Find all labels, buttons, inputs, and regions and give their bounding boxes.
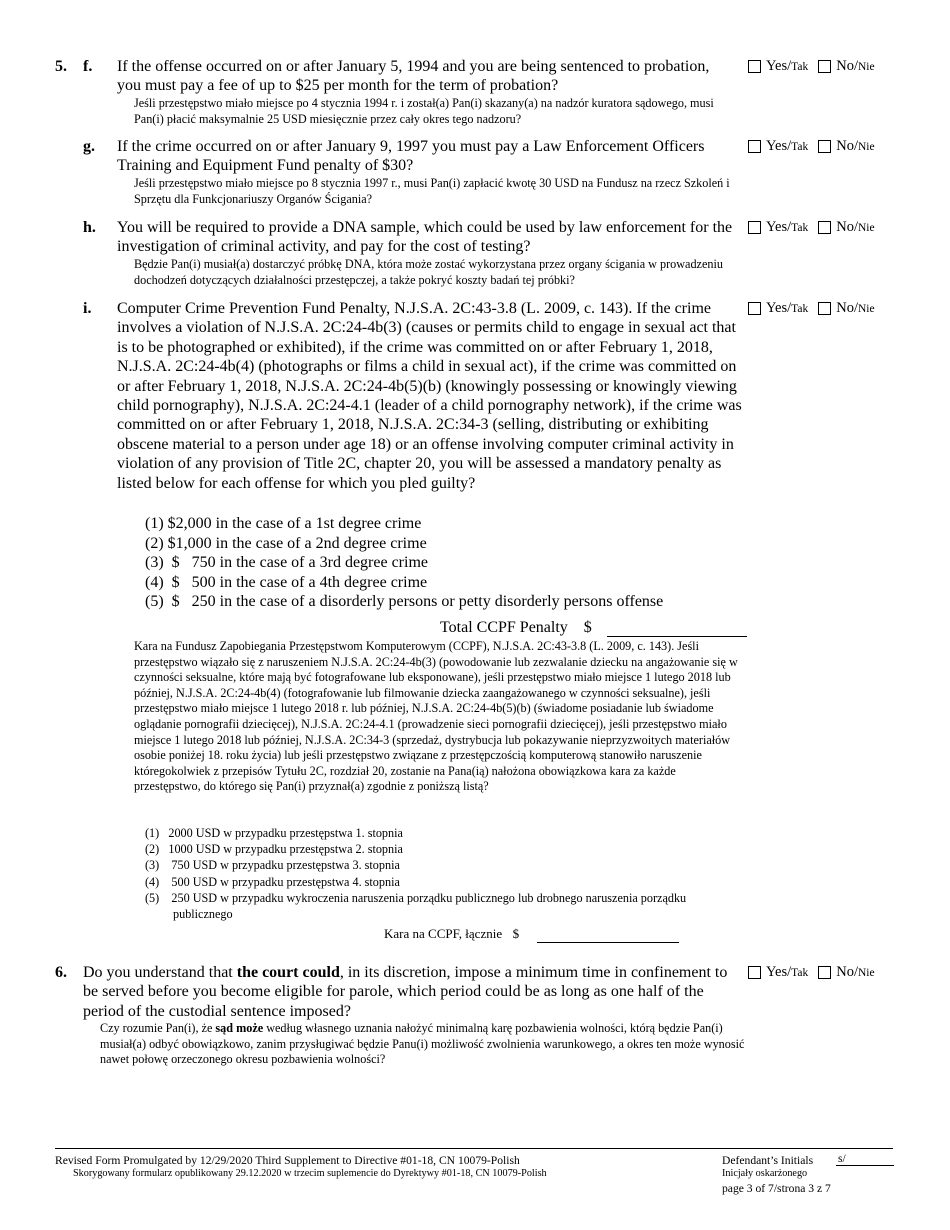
no-checkbox[interactable] [818,60,831,73]
list-item: (1) $2,000 in the case of a 1st degree crime [145,515,422,532]
footer-rule [55,1148,893,1149]
total-ccpf-row-polish [384,926,519,942]
list-item: (2) 1000 USD w przypadku przestępstwa 2. stopnia [145,842,403,857]
item-letter-h: h. [83,219,96,236]
currency-symbol: $ [512,926,520,941]
initials-field[interactable] [836,1151,894,1166]
yes-no-group-g [748,137,875,156]
yes-no-group-f [748,57,875,76]
list-item: (5) $ 250 in the case of a disorderly persons or petty disorderly persons offense [145,593,664,611]
list-item: (1) 2000 USD w przypadku przestępstwa 1. stopnia [145,826,403,840]
item-f-english: If the offense occurred on or after January 5, 1994 and you are being sentenced to probation, you must pay a fee of up to $25 per month for the term of probation? [117,58,710,95]
list-item: (5) 250 USD w przypadku wykroczenia naruszenia porządku publicznego lub drobnego naruszenia porządku publicznego [145,890,690,922]
no-label: No/Nie [836,138,875,154]
item-letter-i: i. [83,300,92,317]
item-g-polish: Jeśli przestępstwo miało miejsce po 8 stycznia 1997 r., musi Pan(i) zapłacić kwotę 30 USD na Fundusz na rzecz Szkoleń i Sprzętu dla Funkcjonariuszy Organów Ścigania? [134,176,730,206]
total-ccpf-label-polish: Kara na CCPF, łącznie [384,926,503,941]
question-6-english: Do you understand that the court could, in its discretion, impose a minimum time in confinement to be served before you become eligible for parole, which period could be as long as one half of the period of the custodial sentence imposed? [83,964,728,1020]
yes-no-group-h [748,218,875,237]
yes-no-group-i [748,299,875,318]
yes-label: Yes/Tak [766,58,809,74]
yes-label: Yes/Tak [766,219,809,235]
list-item: (3) $ 750 in the case of a 3rd degree crime [145,554,428,572]
initials-label: Defendant’s Initials [722,1154,814,1167]
no-label: No/Nie [836,58,875,74]
penalty-list-polish [145,825,725,922]
yes-label: Yes/Tak [766,300,809,316]
yes-checkbox[interactable] [748,966,761,979]
yes-no-group-6 [748,963,875,982]
list-item: (4) $ 500 in the case of a 4th degree crime [145,573,428,591]
question-number-6: 6. [55,964,67,981]
footer-form-revision: Revised Form Promulgated by 12/29/2020 Third Supplement to Directive #01-18, CN 10079-Polish [55,1154,520,1167]
page-number: page 3 of 7/strona 3 z 7 [722,1182,831,1195]
question-number-5: 5. [55,58,67,75]
initials-label-polish: Inicjały oskarżonego [722,1168,808,1179]
yes-checkbox[interactable] [748,221,761,234]
no-label: No/Nie [836,219,875,235]
item-f-polish: Jeśli przestępstwo miało miejsce po 4 stycznia 1994 r. i został(a) Pan(i) skazany(a) na nadzór kuratora sądowego, musi Pan(i) płacić maksymalnie 25 USD miesięcznie przez cały okres tego nadzoru? [134,96,714,126]
item-i-english: Computer Crime Prevention Fund Penalty, N.J.S.A. 2C:43-3.8 (L. 2009, c. 143). If the crime involves a violation of N.J.S.A. 2C:24-4b(3) (causes or permits child to engage in sexual act that is to be photographed or exhibited), if the crime was committed on or after February 1, 2018, N.J.S.A. 2C:24-4b(4) (photographs or films a child in sexual act), if the crime was committed on or after February 1, 2018, N.J.S.A. 2C:24-4b(5)(b) (knowingly possessing or knowingly viewing child pornography), N.J.S.A. 2C:24-4.1 (leader of a child pornography network), if the crime was committed on or after February 1, 2018, N.J.S.A. 2C:34-3 (selling, distributing or exhibiting obscene material to a person under age 18) or an offense involving computer criminal activity in violation of any provision of Title 2C, chapter 20, you will be assessed a mandatory penalty as listed below for each offense for which you pled guilty? [117,300,742,492]
list-item: (2) $1,000 in the case of a 2nd degree crime [145,534,427,552]
no-label: No/Nie [836,300,875,316]
item-g-english: If the crime occurred on or after January 9, 1997 you must pay a Law Enforcement Officers Training and Equipment Fund penalty of $30? [117,138,705,175]
list-item: (3) 750 USD w przypadku przestępstwa 3. stopnia [145,858,400,873]
initials-value: s/ [838,1153,846,1165]
list-item: (4) 500 USD w przypadku przestępstwa 4. stopnia [145,874,400,889]
item-i-polish: Kara na Fundusz Zapobiegania Przestępstwom Komputerowym (CCPF), N.J.S.A. 2C:43-3.8 (L. 2009, c. 143). Jeśli przestępstwo wiązało się z naruszeniem N.J.S.A. 2C:24-4b(3) (powodowanie lub zezwalanie dziecku na angażowanie się w czynności seksualne, które mają być fotografowane lub eksponowane), jeśli przestępstwo miało miejsce 1 lutego 2018 lub później, N.J.S.A. 2C:24-4b(4) (fotografowanie lub filmowanie dziecka zaangażowanego w czynności seksualne), jeśli przestępstwo miało miejsce 1 lutego 2018 r. lub później, N.J.S.A. 2C:24-4b(5)(b) (świadome posiadanie lub świadome oglądanie pornografii dziecięcej), N.J.S.A. 2C:24-4.1 (prowadzenie sieci pornografii dziecięcej), jeśli przestępstwo miało miejsce 1 lutego 2018 lub później, N.J.S.A. 2C:34-3 (sprzedaż, dystrybucja lub pokazywanie nieprzyzwoitych materiałów osobie poniżej 18. roku życia) lub jeśli przestępstwo związane z przestępczością komputerową stanowiło naruszenie któregokolwiek z przepisów Tytułu 2C, rozdział 20, zostanie na Pana(ią) nałożona obowiązkowa kara za każde przestępstwo, do którego się Pan(i) przyznał(a) zgodnie z poniższą listą? [134,639,738,794]
footer-form-revision-polish: Skorygowany formularz opublikowany 29.12.2020 w trzecim suplemencie do Dyrektywy #01-18, CN 10079-Polish [73,1168,547,1179]
no-checkbox[interactable] [818,221,831,234]
total-ccpf-row [440,618,592,637]
no-label: No/Nie [836,964,875,980]
item-letter-f: f. [83,58,93,75]
no-checkbox[interactable] [818,966,831,979]
no-checkbox[interactable] [818,140,831,153]
yes-label: Yes/Tak [766,964,809,980]
penalty-list-english [145,514,663,612]
item-h-english: You will be required to provide a DNA sample, which could be used by law enforcement for the investigation of criminal activity, and pay for the cost of testing? [117,219,733,256]
item-h-polish: Będzie Pan(i) musiał(a) dostarczyć próbkę DNA, która może zostać wykorzystana przez organy ścigania w prowadzeniu dochodzeń dotyczących działalności przestępczej, a także pokryć koszty badań tej próbki? [134,257,723,287]
total-ccpf-input[interactable] [607,620,747,637]
yes-checkbox[interactable] [748,140,761,153]
total-ccpf-input-polish[interactable] [537,928,679,943]
item-letter-g: g. [83,138,95,155]
yes-checkbox[interactable] [748,302,761,315]
currency-symbol: $ [583,619,592,636]
question-6-polish: Czy rozumie Pan(i), że sąd może według własnego uznania nałożyć minimalną karę pozbawienia wolności, którą będzie Pan(i) musiał(a) odbyć obowiązkowo, zanim przysługiwać będzie Panu(i) możliwość zwolnienia warunkowego, a okres ten może wynosić nawet połowę orzeczonego okresu pozbawienia wolności? [100,1021,745,1067]
yes-checkbox[interactable] [748,60,761,73]
no-checkbox[interactable] [818,302,831,315]
yes-label: Yes/Tak [766,138,809,154]
total-ccpf-label: Total CCPF Penalty [440,619,568,636]
